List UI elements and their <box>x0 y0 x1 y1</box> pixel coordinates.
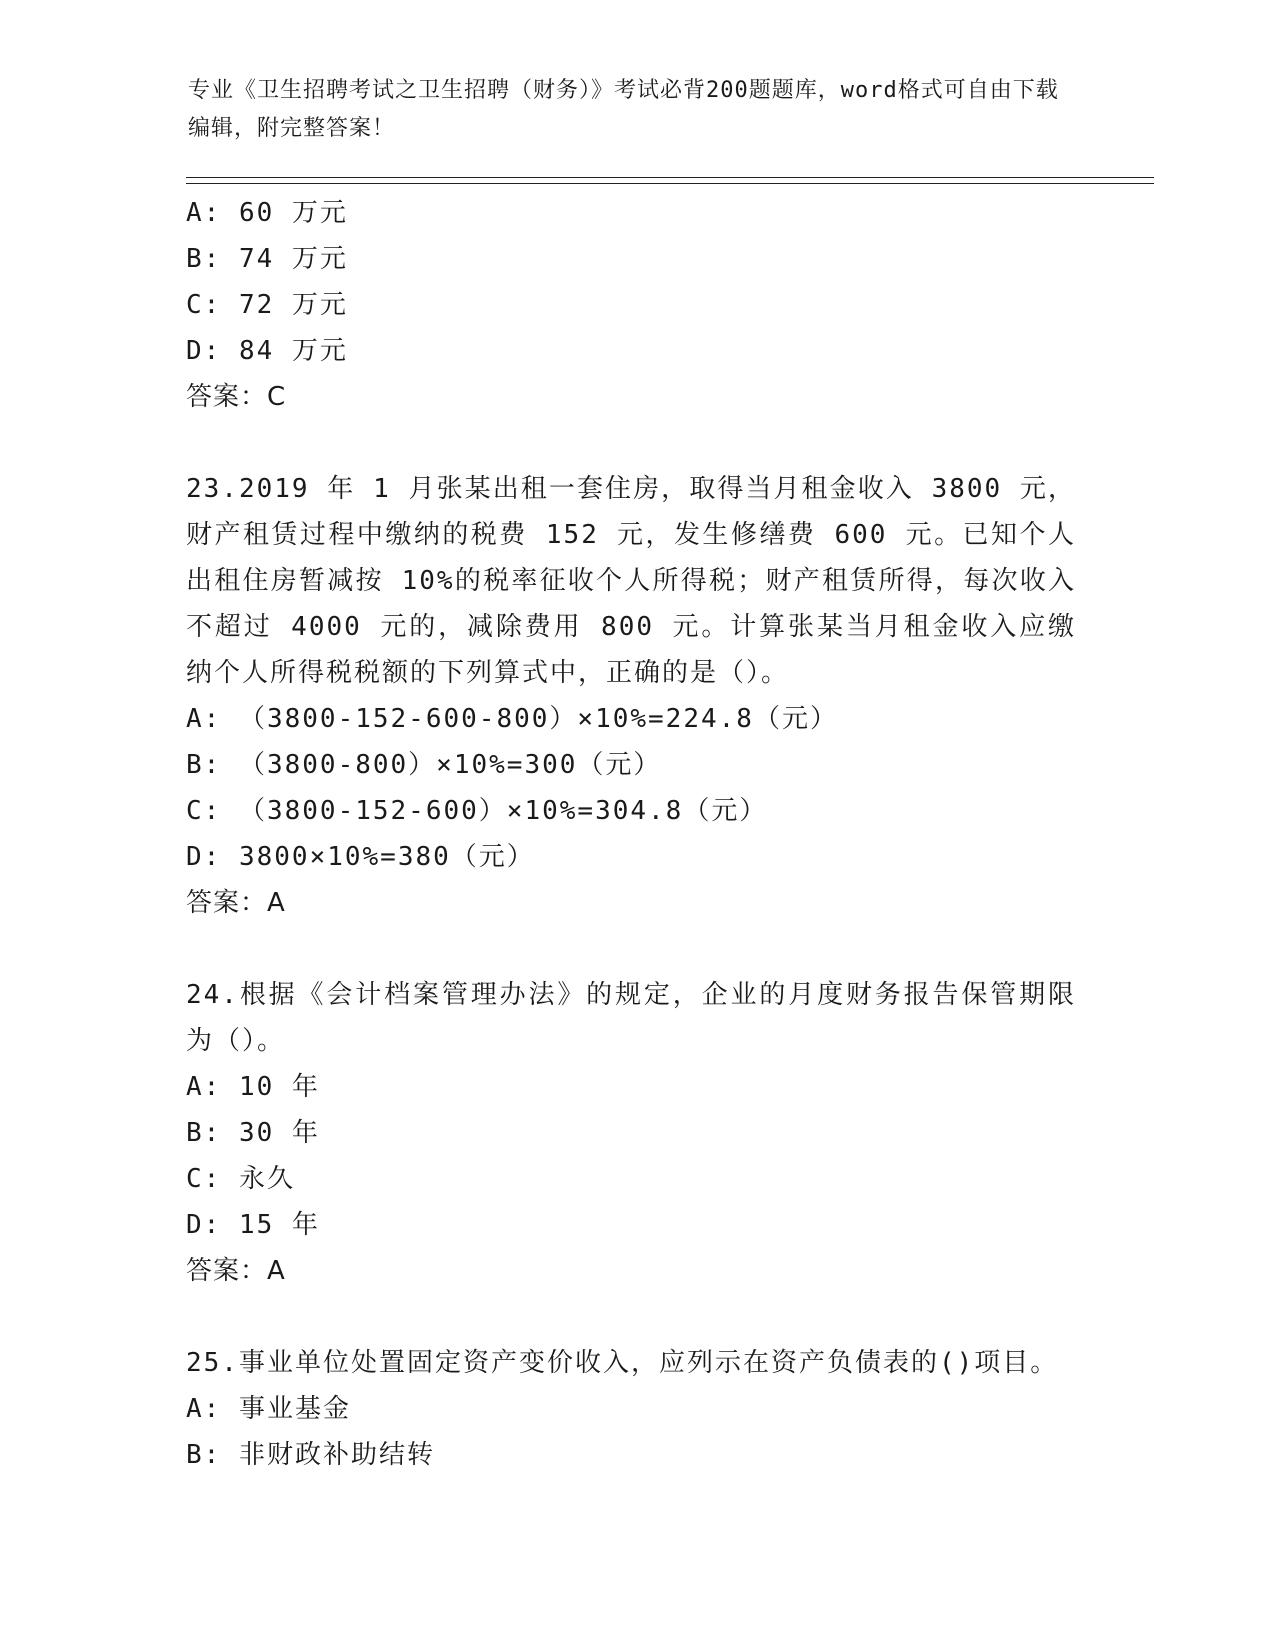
option-d: D: 3800×10%=380（元） <box>186 842 535 872</box>
question-22 <box>186 190 1086 420</box>
option-c: C: 永久 <box>186 1164 295 1194</box>
option-a: A: （3800-152-600-800）×10%=224.8（元） <box>186 704 838 734</box>
answer: 答案：C <box>186 382 287 412</box>
option-b: B: 74 万元 <box>186 244 348 274</box>
option-b: B: （3800-800）×10%=300（元） <box>186 750 662 780</box>
option-d: D: 84 万元 <box>186 336 348 366</box>
answer: 答案：A <box>186 1256 286 1286</box>
answer: 答案：A <box>186 888 286 918</box>
option-b: B: 非财政补助结转 <box>186 1440 435 1470</box>
header-divider-top <box>186 177 1154 178</box>
option-b: B: 30 年 <box>186 1118 320 1148</box>
option-a: A: 10 年 <box>186 1072 320 1102</box>
question-stem: 23.2019 年 1 月张某出租一套住房，取得当月租金收入 3800 元，财产租赁过程中缴纳的税费 152 元，发生修缮费 600 元。已知个人出租住房暂减按 10%的税率征收个人所得税；财产租赁所得，每次收入不超过 4000 元的，减除费用 800 元。计算张某当月租金收入应缴纳个人所得税税额的下列算式中，正确的是（）。 <box>186 474 1076 688</box>
question-stem: 24.根据《会计档案管理办法》的规定，企业的月度财务报告保管期限为（）。 <box>186 980 1076 1056</box>
option-d: D: 15 年 <box>186 1210 320 1240</box>
option-a: A: 事业基金 <box>186 1394 351 1424</box>
option-c: C: 72 万元 <box>186 290 348 320</box>
header-divider-bottom <box>186 183 1154 184</box>
question-25 <box>186 1340 1086 1478</box>
question-stem: 25.事业单位处置固定资产变价收入，应列示在资产负债表的()项目。 <box>186 1348 1059 1378</box>
question-23 <box>186 466 1086 926</box>
question-list <box>186 190 1086 1478</box>
option-c: C: （3800-152-600）×10%=304.8（元） <box>186 796 768 826</box>
option-a: A: 60 万元 <box>186 198 348 228</box>
question-24 <box>186 972 1086 1294</box>
document-title: 专业《卫生招聘考试之卫生招聘（财务）》考试必背200题题库，word格式可自由下载编辑，附完整答案！ <box>188 78 1059 141</box>
document-header <box>188 72 1068 148</box>
